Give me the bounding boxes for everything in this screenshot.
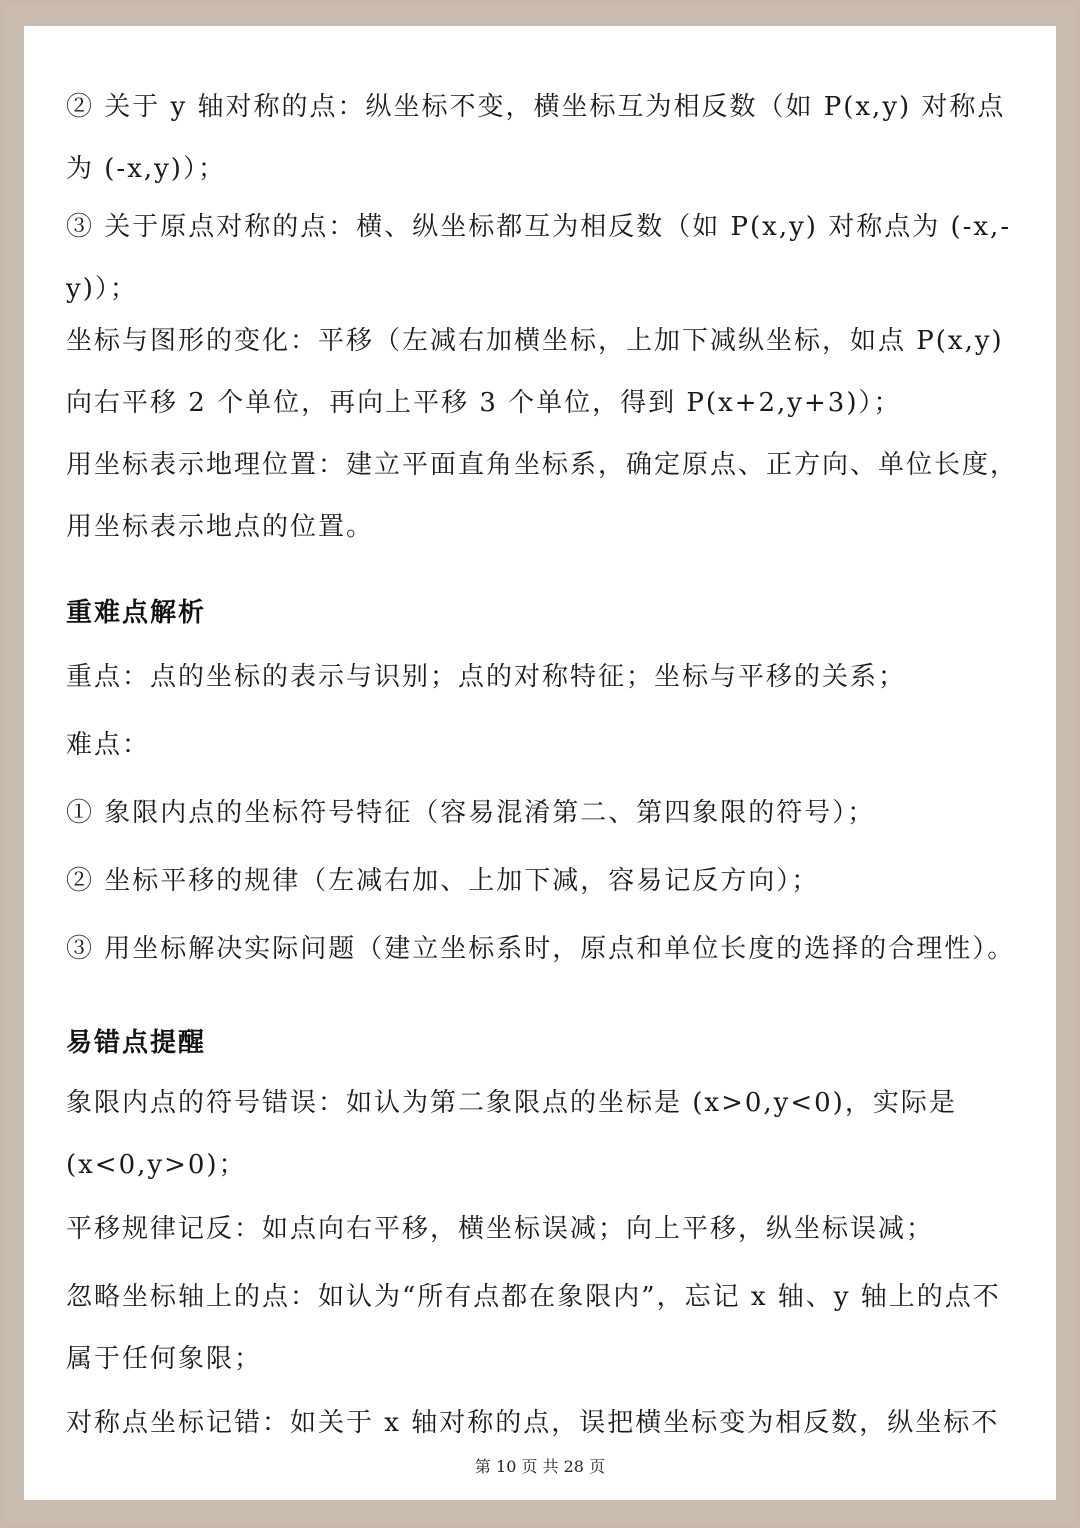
paragraph-translation: 坐标与图形的变化：平移（左减右加横坐标，上加下减纵坐标，如点 P(x,y) 向右平移 2 个单位，再向上平移 3 个单位，得到 P(x+2,y+3)）；	[66, 326, 1004, 418]
page-number: 第 10 页 共 28 页	[474, 1457, 606, 1476]
mistake-axis-points: 忽略坐标轴上的点：如认为“所有点都在象限内”，忘记 x 轴、y 轴上的点不属于任何象限；	[66, 1282, 1001, 1374]
paragraph-geographic-location: 用坐标表示地理位置：建立平面直角坐标系，确定原点、正方向、单位长度，用坐标表示地点的位置。	[66, 450, 1019, 542]
difficult-point-2: ② 坐标平移的规律（左减右加、上加下减，容易记反方向）；	[66, 866, 820, 896]
section-heading-common-mistakes: 易错点提醒	[66, 1028, 207, 1058]
mistake-translation-reversed: 平移规律记反：如点向右平移，横坐标误减；向上平移，纵坐标误减；	[66, 1214, 935, 1244]
difficult-point-3: ③ 用坐标解决实际问题（建立坐标系时，原点和单位长度的选择的合理性）。	[66, 934, 1016, 964]
difficult-points-label: 难点：	[66, 730, 151, 760]
section-heading-key-difficult-points: 重难点解析	[66, 598, 207, 628]
key-points-line: 重点：点的坐标的表示与识别；点的对称特征；坐标与平移的关系；	[66, 662, 907, 692]
paragraph-y-axis-symmetry: ② 关于 y 轴对称的点：纵坐标不变，横坐标互为相反数（如 P(x,y) 对称点为 (-x,y)）；	[66, 92, 1006, 184]
document-page	[24, 26, 1056, 1500]
mistake-quadrant-signs: 象限内点的符号错误：如认为第二象限点的坐标是 (x>0,y<0)，实际是 (x<0,y>0)；	[66, 1088, 957, 1180]
mistake-symmetric-coordinates: 对称点坐标记错：如关于 x 轴对称的点，误把横坐标变为相反数，纵坐标不	[66, 1408, 1000, 1438]
paragraph-origin-symmetry: ③ 关于原点对称的点：横、纵坐标都互为相反数（如 P(x,y) 对称点为 (-x,-y)）；	[66, 212, 1012, 304]
difficult-point-1: ① 象限内点的坐标符号特征（容易混淆第二、第四象限的符号）；	[66, 798, 876, 828]
